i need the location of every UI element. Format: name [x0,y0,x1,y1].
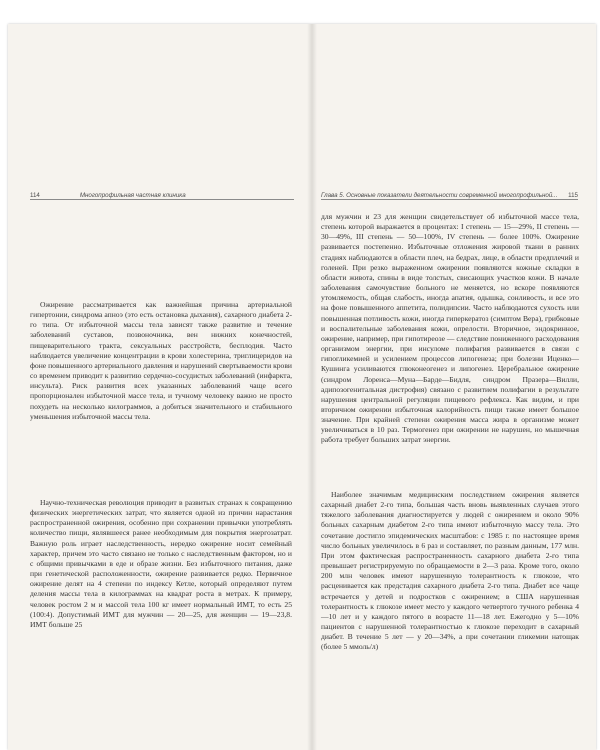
right-page-header [321,187,578,200]
right-page [313,24,596,750]
left-page-header [30,187,294,200]
paragraph: для мужчин и 23 для женщин свидетельствует об избыточной массе тела, степень которой выражается в процентах: I степень — 15—29%, II степень — 30—49%, III степень — 50—100%, IV степень — более 100%. Ожирение развивается постепенно. Избыточные отложения жировой ткани в ранних стадиях наблюдаются в области плеч, на бедрах, лице, в области предплечий и голеней. При резко выраженном ожирении появляются кожные складки в области живота, спины в виде толстых, свисающих участков кожи. В начале заболевания самочувствие больного не меняется, но вскоре появляются утомляемость, общая слабость, иногда апатия, одышка, сонливость, и все это на фоне повышенного аппетита, полидипсии. Часто наблюдаются сухость или повышенная потливость кожи, иногда гиперкератоз (симптом Вера), грибковые и воспалительные заболевания кожи, опрелости. Вторичное, эндокринное, ожирение, например, при гипотиреозе — следствие пониженного расходования организмом энергии, при инсуломе полифагия развивается в связи с гипогликемией и усилением процессов липогенеза; при болезни Иценко—Кушинга усиливаются глюконеогенез и липогенез. Церебральное ожирение (синдром Лоренса—Муна—Барде—Бидля, синдром Празера—Вилли, адипозогенитальная дистрофия) связано с развитием полифагии в результате нарушения центральной регуляции пищевого рефлекса. Как видим, и при вторичном ожирении избыточная калорийность пищи также имеет большое значение. При крайней степени ожирения масса жира в организме может увеличиваться в 10 раз. Термогенез при ожирении не нарушен, но мышечная работа требует больших затрат энергии. [321,212,579,445]
running-head: Глава 5. Основные показатели деятельности современной многопрофильной... [321,192,558,199]
book-spread [8,24,596,750]
page-number: 114 [30,192,40,199]
paragraph: Наиболее значимым медицинским последствием ожирения является сахарный диабет 2-го типа, большая часть вновь выявленных случаев этого тяжелого заболевания диагностируется у людей с ожирением и около 90% больных сахарным диабетом 2-го типа имеют избыточную массу тела. Это сочетание достигло эпидемических масштабов: с 1985 г. по настоящее время число больных увеличилось в 6 раз и составляет, по разным данным, 177 млн. При этом фактическая распространенность сахарного диабета 2-го типа превышает регистрируемую по обращаемости в 2—3 раза. Кроме того, около 200 млн человек имеют нарушенную толерантность к глюкозе, что расценивается как предстадия сахарного диабета 2-го типа. Диабет все чаще встречается у детей и подростков с ожирением; в США нарушенная толерантность к глюкозе имеет место у каждого четвертого тучного ребенка 4—10 лет и у каждого пятого в возрасте 11—18 лет. Ежегодно у 5—10% пациентов с нарушенной толерантностью к глюкозе переходит в сахарный диабет. В течение 5 лет — у 20—34%, а при сочетании гликемии натощак (более 5 ммоль/л) [321,490,579,652]
paragraph: Ожирение рассматривается как важнейшая причина артериальной гипертонии, синдрома апноэ (это есть остановка дыхания), сахарного диабета 2-го типа. От избыточной массы тела зависят также развитие и течение заболеваний суставов, позвоночника, вен нижних конечностей, пищеварительного тракта, сексуальных расстройств, бесплодия. Часто наблюдается увеличение концентрации в крови холестерина, триглицеридов на фоне повышенного артериального давления и нарушений свертываемости крови со временем приводит к развитию сердечно-сосудистых заболеваний (инфаркта, инсульта). Риск развития всех указанных заболеваний чаще всего пропорционален избыточной массе тела, и тучному человеку важно не просто похудеть на несколько килограммов, а добиться значительного и стабильного уменьшения избыточной массы тела. [30,300,292,421]
page-number: 115 [568,192,578,199]
paragraph: Научно-техническая революция приводит в развитых странах к сокращению физических энергетических затрат, что является одной из причин нарастания распространенной ожирения, особенно при сохранении привычки употреблять количество пищи, являвшееся ранее необходимым для покрытия энергозатрат. Важную роль играет наследственность, нередко ожирение носит семейный характер, причем это часто связано не только с наследственным фактором, но и с общими привычками в еде и образе жизни. Без избыточного питания, даже при генетической расположенности, ожирение развивается редко. Первичное ожирение делят на 4 степени по индексу Кетле, который определяют путем деления массы тела в килограммах на квадрат роста в метрах. К примеру, человек ростом 2 м и массой тела 100 кг имеет нормальный ИМТ, то есть 25 (100:4). Допустимый ИМТ для мужчин — 20—25, для женщин — 19—23,8. ИМТ больше 25 [30,498,292,629]
left-page [8,24,308,750]
running-head: Многопрофильная частная клиника [79,192,186,199]
